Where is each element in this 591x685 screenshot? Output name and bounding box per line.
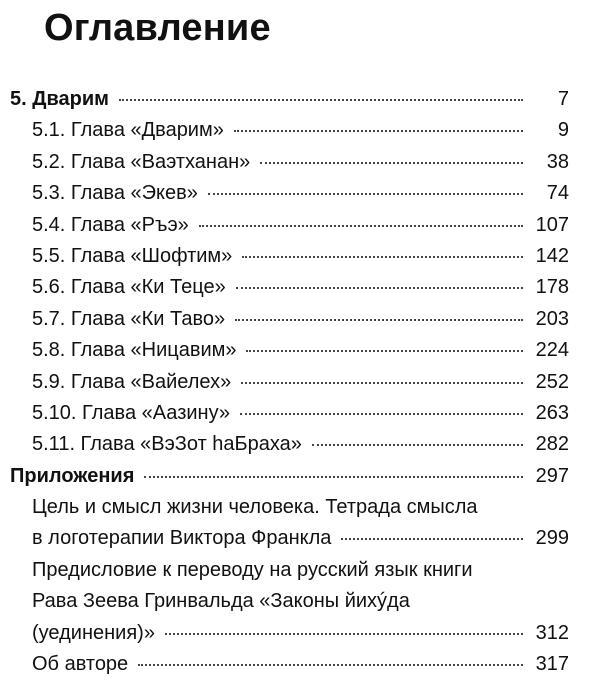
dot-leader	[246, 350, 523, 352]
dot-leader	[341, 538, 523, 540]
dot-leader	[241, 382, 523, 384]
dot-leader	[208, 193, 523, 195]
toc-entry[interactable]	[0, 523, 591, 554]
toc-entry[interactable]	[0, 429, 591, 460]
toc-entry[interactable]	[0, 618, 591, 649]
toc-entry-label: 5.10. Глава «Аазину»	[32, 401, 230, 424]
dot-leader	[240, 413, 523, 415]
toc-entry-page-number: 178	[535, 276, 569, 299]
toc-entry-label: 5.9. Глава «Вайелех»	[32, 370, 232, 393]
toc-entry-label: 5.7. Глава «Ки Таво»	[32, 307, 226, 330]
toc-entry[interactable]	[0, 178, 591, 209]
toc-entry-label: 5.1. Глава «Дварим»	[32, 119, 224, 142]
toc-entry[interactable]	[0, 84, 591, 115]
dot-leader	[260, 162, 523, 164]
toc-entry[interactable]	[0, 304, 591, 335]
toc-entry-label: Цель и смысл жизни человека. Тетрада смысла	[32, 496, 478, 519]
dot-leader	[199, 225, 523, 227]
toc-entry-page-number: 107	[535, 213, 569, 236]
toc-entry-label: 5.2. Глава «Ваэтханан»	[32, 150, 251, 173]
dot-leader	[144, 476, 523, 478]
dot-leader	[234, 130, 523, 132]
dot-leader	[242, 256, 523, 258]
toc-entry-page-number: 224	[535, 339, 569, 362]
toc-entry-page-number: 9	[557, 119, 569, 142]
dot-leader	[235, 319, 523, 321]
toc-entry-page-number: 252	[535, 370, 569, 393]
toc-entry[interactable]	[0, 272, 591, 303]
dot-leader	[138, 664, 523, 666]
toc-entry[interactable]	[0, 335, 591, 366]
toc-entry[interactable]	[0, 555, 591, 586]
toc-entry-page-number: 203	[535, 307, 569, 330]
toc-entry[interactable]	[0, 210, 591, 241]
toc-entry-page-number: 282	[535, 433, 569, 456]
toc-entry[interactable]	[0, 461, 591, 492]
dot-leader	[312, 444, 523, 446]
toc-entry-label: (уединения)»	[32, 621, 155, 644]
toc-entry-label: в логотерапии Виктора Франкла	[32, 527, 332, 550]
toc-entry-page-number: 7	[557, 88, 569, 110]
dot-leader	[119, 99, 523, 101]
toc-entry-label: 5.3. Глава «Экев»	[32, 182, 198, 205]
dot-leader	[165, 633, 523, 635]
toc-entry-page-number: 74	[546, 182, 569, 205]
dot-leader	[236, 287, 523, 289]
toc-entry-label: Предисловие к переводу на русский язык книги	[32, 558, 473, 581]
toc-entry-label: 5. Дварим	[10, 88, 109, 110]
toc-entry[interactable]	[0, 367, 591, 398]
toc-entry-page-number: 263	[535, 401, 569, 424]
toc-entry-page-number: 38	[546, 150, 569, 173]
page-title: Оглавление	[44, 7, 271, 49]
toc-entry[interactable]	[0, 649, 591, 680]
toc-entry[interactable]	[0, 398, 591, 429]
toc-entry-label: 5.4. Глава «Ръэ»	[32, 213, 189, 236]
toc-entry-page-number: 299	[535, 527, 569, 550]
toc-entry-label: 5.8. Глава «Ницавим»	[32, 339, 237, 362]
toc-entry-page-number: 297	[535, 464, 569, 487]
toc-entry-label: 5.11. Глава «ВэЗот hаБраха»	[32, 433, 302, 456]
table-of-contents	[0, 84, 591, 680]
toc-entry-page-number: 312	[535, 621, 569, 644]
toc-entry[interactable]	[0, 492, 591, 523]
toc-entry-page-number: 317	[535, 653, 569, 676]
toc-entry-label: 5.6. Глава «Ки Теце»	[32, 276, 226, 299]
toc-entry-label: Об авторе	[32, 653, 129, 676]
toc-entry[interactable]	[0, 586, 591, 617]
toc-entry-label: 5.5. Глава «Шофтим»	[32, 244, 233, 267]
toc-entry-page-number: 142	[535, 244, 569, 267]
toc-entry-label: Приложения	[10, 464, 135, 487]
toc-entry[interactable]	[0, 241, 591, 272]
toc-entry-label: Рава Зеева Гринвальда «Законы йихýда	[32, 590, 410, 613]
toc-entry[interactable]	[0, 115, 591, 146]
toc-entry[interactable]	[0, 147, 591, 178]
